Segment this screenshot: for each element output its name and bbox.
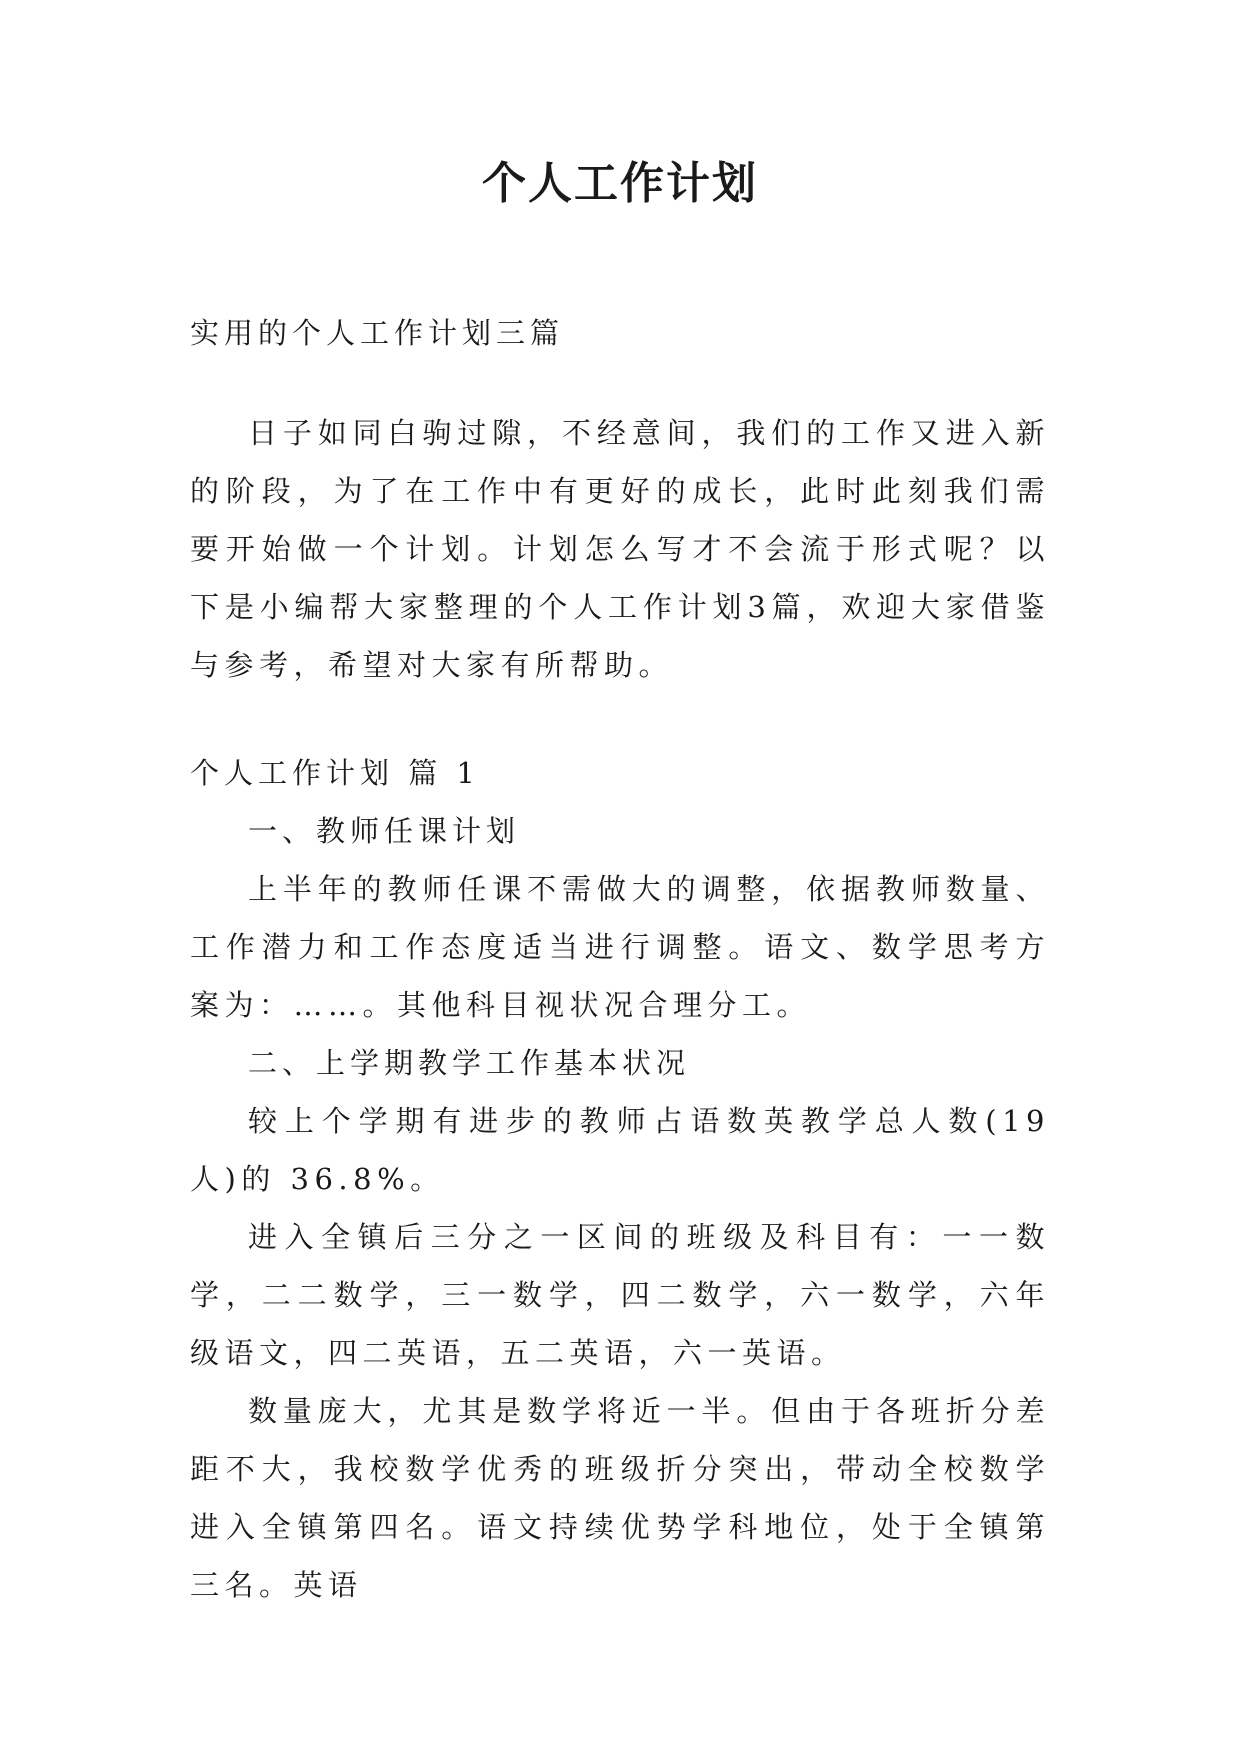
document-title: 个人工作计划 (482, 158, 758, 209)
intro-paragraph: 日子如同白驹过隙，不经意间，我们的工作又进入新的阶段，为了在工作中有更好的成长，此时此刻我们需要开始做一个计划。计划怎么写才不会流于形式呢？以下是小编帮大家整理的个人工作计划3篇，欢迎大家借鉴与参考，希望对大家有所帮助。 (190, 416, 1050, 682)
heading-teacher-assignment: 一、教师任课计划 (248, 814, 521, 848)
paragraph-teacher-assignment: 上半年的教师任课不需做大的调整，依据教师数量、工作潜力和工作态度适当进行调整。语文、数学思考方案为：……。其他科目视状况合理分工。 (190, 872, 1050, 1022)
section-title: 个人工作计划 篇 1 (190, 756, 480, 790)
paragraph-progress-stats: 较上个学期有进步的教师占语数英教学总人数(19 人)的 36.8%。 (190, 1104, 1050, 1196)
document-subtitle: 实用的个人工作计划三篇 (190, 316, 565, 350)
paragraph-class-ranking: 进入全镇后三分之一区间的班级及科目有：一一数学，二二数学，三一数学，四二数学，六一数学，六年级语文，四二英语，五二英语，六一英语。 (190, 1220, 1050, 1370)
document-content (190, 140, 1050, 1614)
paragraph-subject-ranking: 数量庞大，尤其是数学将近一半。但由于各班折分差距不大，我校数学优秀的班级折分突出，带动全校数学进入全镇第四名。语文持续优势学科地位，处于全镇第三名。英语 (190, 1394, 1050, 1602)
heading-last-term-status: 二、上学期教学工作基本状况 (248, 1046, 691, 1080)
